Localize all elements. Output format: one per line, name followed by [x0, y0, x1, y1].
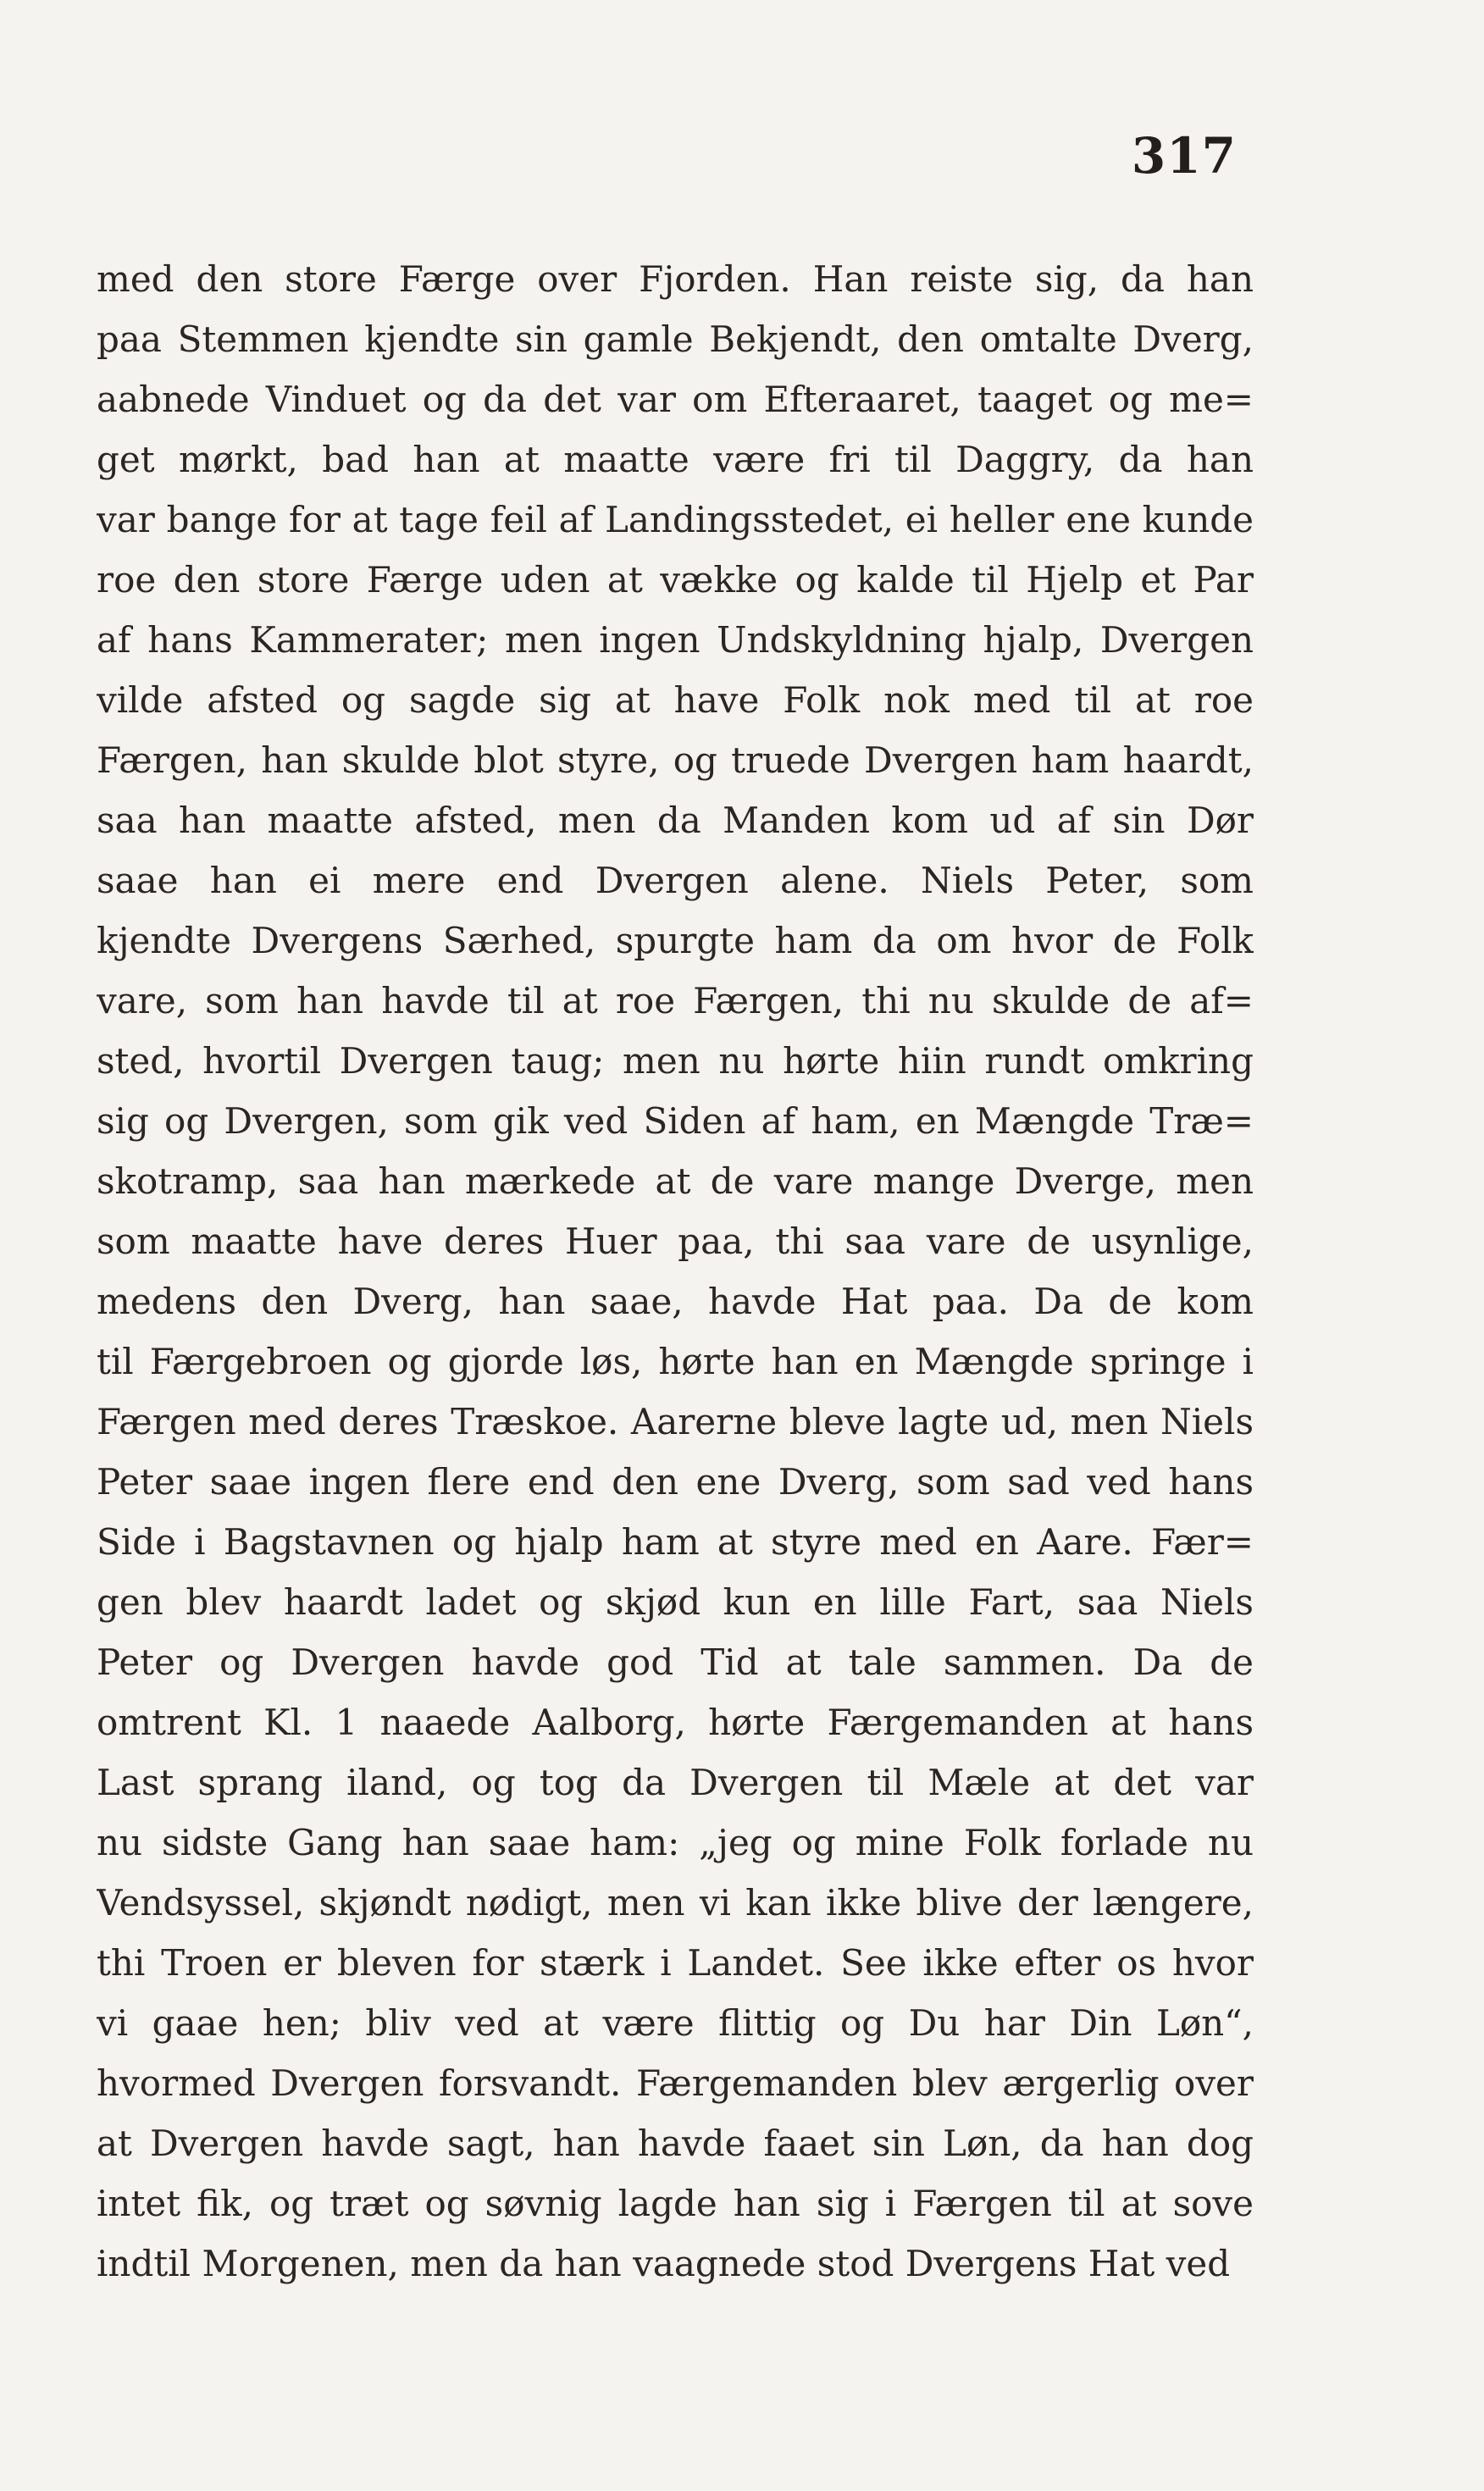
- text-line: vi gaae hen; bliv ved at være flittig og Du har Din Løn“,: [97, 2002, 1254, 2044]
- text-line: Færgen med deres Træskoe. Aarerne bleve lagte ud, men Niels: [97, 1401, 1254, 1442]
- text-line: medens den Dverg, han saae, havde Hat paa. Da de kom: [97, 1281, 1254, 1322]
- text-line: get mørkt, bad han at maatte være fri til Daggry, da han: [97, 439, 1254, 480]
- text-line: skotramp, saa han mærkede at de vare mange Dverge, men: [97, 1160, 1254, 1202]
- text-line: sig og Dvergen, som gik ved Siden af ham, en Mængde Træ=: [97, 1100, 1254, 1142]
- text-line: gen blev haardt ladet og skjød kun en lille Fart, saa Niels: [97, 1581, 1254, 1623]
- text-line: hvormed Dvergen forsvandt. Færgemanden blev ærgerlig over: [97, 2062, 1254, 2104]
- text-line: sted, hvortil Dvergen taug; men nu hørte hiin rundt omkring: [97, 1040, 1254, 1082]
- text-line: saa han maatte afsted, men da Manden kom ud af sin Dør: [97, 800, 1254, 841]
- page-number: 317: [1131, 127, 1237, 185]
- text-line: nu sidste Gang han saae ham: „jeg og mine Folk forlade nu: [97, 1822, 1254, 1863]
- text-line: at Dvergen havde sagt, han havde faaet sin Løn, da han dog: [97, 2123, 1254, 2164]
- text-line: thi Troen er bleven for stærk i Landet. See ikke efter os hvor: [97, 1942, 1254, 1984]
- text-line: aabnede Vinduet og da det var om Efteraaret, taaget og me=: [97, 379, 1254, 420]
- text-line: til Færgebroen og gjorde løs, hørte han en Mængde springe i: [97, 1341, 1254, 1382]
- text-line: Vendsyssel, skjøndt nødigt, men vi kan ikke blive der længere,: [97, 1882, 1254, 1924]
- text-line: Færgen, han skulde blot styre, og truede Dvergen ham haardt,: [97, 739, 1254, 781]
- text-line: Peter saae ingen flere end den ene Dverg, som sad ved hans: [97, 1461, 1254, 1503]
- text-line: vilde afsted og sagde sig at have Folk nok med til at roe: [97, 679, 1254, 721]
- text-line: omtrent Kl. 1 naaede Aalborg, hørte Færgemanden at hans: [97, 1702, 1254, 1743]
- text-line: med den store Færge over Fjorden. Han reiste sig, da han: [97, 258, 1254, 300]
- text-line: indtil Morgenen, men da han vaagnede stod Dvergens Hat ved: [97, 2243, 1231, 2284]
- text-line: saae han ei mere end Dvergen alene. Niels Peter, som: [97, 860, 1254, 901]
- text-line: paa Stemmen kjendte sin gamle Bekjendt, den omtalte Dverg,: [97, 318, 1254, 360]
- text-line: vare, som han havde til at roe Færgen, thi nu skulde de af=: [97, 980, 1254, 1021]
- text-line: Side i Bagstavnen og hjalp ham at styre med en Aare. Fær=: [97, 1521, 1254, 1563]
- text-line: kjendte Dvergens Særhed, spurgte ham da om hvor de Folk: [97, 920, 1254, 961]
- text-line: Last sprang iland, og tog da Dvergen til Mæle at det var: [97, 1762, 1254, 1803]
- text-line: roe den store Færge uden at vække og kalde til Hjelp et Par: [97, 559, 1254, 601]
- text-line: som maatte have deres Huer paa, thi saa vare de usynlige,: [97, 1221, 1254, 1262]
- text-line: intet fik, og træt og søvnig lagde han sig i Færgen til at sove: [97, 2183, 1254, 2224]
- text-line: af hans Kammerater; men ingen Undskyldning hjalp, Dvergen: [97, 619, 1254, 661]
- text-line: var bange for at tage feil af Landingsstedet, ei heller ene kunde: [97, 499, 1254, 540]
- text-line: Peter og Dvergen havde god Tid at tale sammen. Da de: [97, 1641, 1254, 1683]
